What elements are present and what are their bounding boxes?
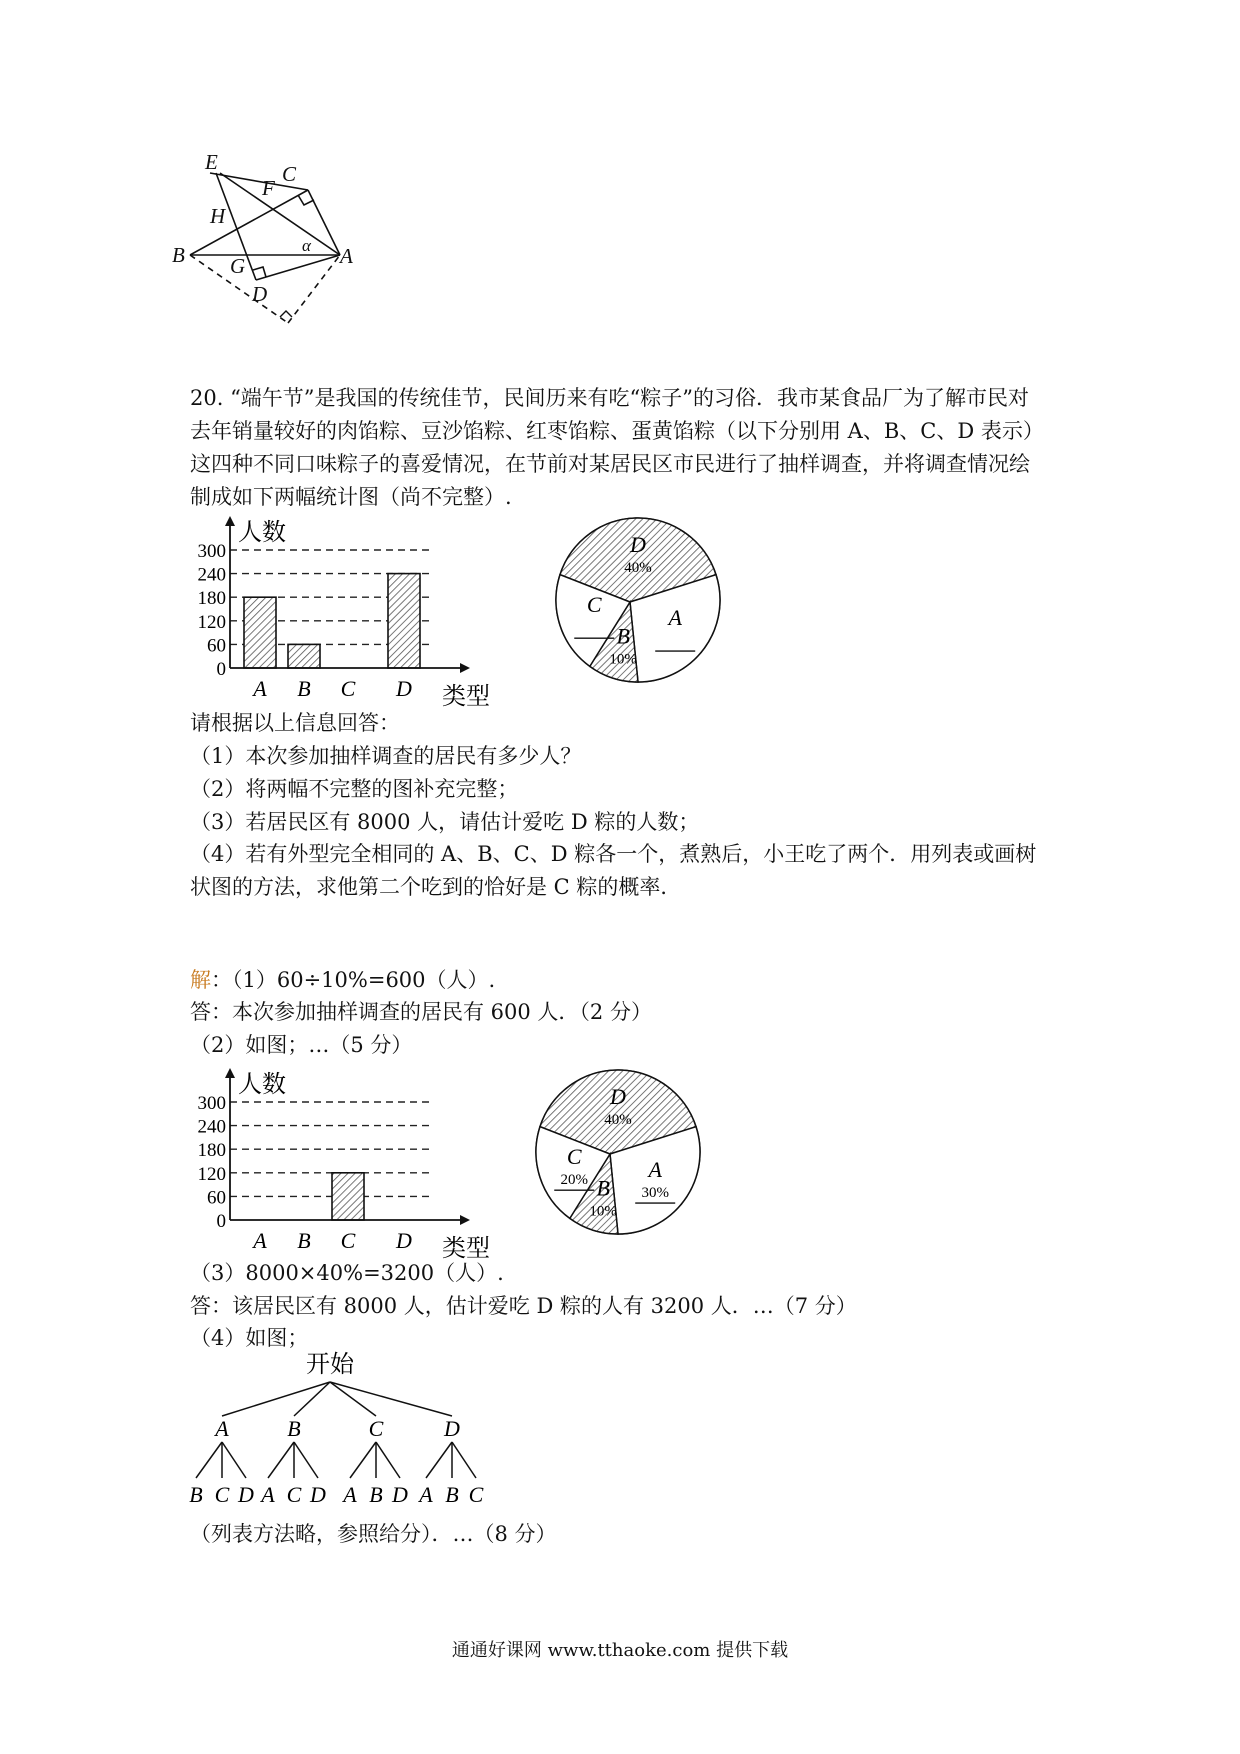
x-tick-label: A	[253, 676, 267, 701]
label-g: G	[230, 254, 246, 278]
pie-percent-D: 40%	[624, 560, 652, 576]
pie-label-B: B	[596, 1175, 610, 1201]
geometry-figure	[172, 150, 420, 375]
tree-node-level2: D	[392, 1482, 408, 1507]
problem-line: 制成如下两幅统计图（尚不完整）.	[190, 485, 512, 509]
tree-node-level2: D	[238, 1482, 254, 1507]
pie-label-B: B	[616, 623, 630, 649]
tree-root: 开始	[306, 1352, 354, 1378]
pie-percent-B: 10%	[609, 651, 637, 668]
x-tick-label: B	[297, 676, 311, 701]
y-tick-label: 0	[216, 659, 226, 680]
solution-label: 解	[190, 968, 211, 992]
pie-percent-B: 10%	[589, 1203, 617, 1220]
y-tick-label: 60	[207, 1187, 226, 1209]
segment-bc	[190, 190, 308, 255]
bar-C	[332, 1173, 364, 1220]
tree-branch	[350, 1442, 376, 1478]
pie-chart-original	[550, 512, 730, 692]
label-alpha: α	[302, 236, 311, 255]
question-line: （4）若有外型完全相同的 A、B、C、D 粽各一个，煮熟后，小王吃了两个．用列表或画树	[190, 842, 1037, 866]
tree-node-level2: C	[286, 1482, 302, 1507]
y-tick-label: 60	[207, 635, 226, 657]
solution-note: （列表方法略，参照给分）．…（8 分）	[190, 1522, 557, 1546]
x-axis-label: 类型	[442, 684, 490, 710]
label-f: F	[262, 176, 275, 200]
y-tick-label: 300	[197, 1093, 226, 1114]
pie-label-C: C	[566, 1144, 582, 1170]
y-tick-label: 300	[197, 541, 226, 562]
y-axis-arrow	[225, 1068, 235, 1078]
dashed-a	[288, 255, 340, 323]
y-tick-label: 240	[197, 1116, 226, 1138]
pie-percent-D: 40%	[604, 1112, 632, 1128]
label-h: H	[210, 204, 226, 228]
label-b: B	[172, 243, 185, 267]
tree-node-level2: C	[214, 1482, 230, 1507]
x-tick-label: C	[340, 676, 356, 701]
pie-label-C: C	[586, 592, 602, 618]
pie-label-D: D	[630, 532, 646, 557]
tree-branch	[222, 1382, 330, 1416]
solution-step-4: （4）如图；	[190, 1326, 309, 1350]
tree-node-level2: C	[468, 1482, 484, 1507]
bar-D	[388, 574, 420, 668]
tree-node-level1: C	[368, 1416, 384, 1441]
problem-line: 20. “端午节”是我国的传统佳节，民间历来有吃“粽子”的习俗．我市某食品厂为了解市民对	[190, 386, 1030, 410]
tree-node-level1: D	[444, 1416, 460, 1441]
y-tick-label: 120	[197, 611, 226, 633]
y-tick-label: 180	[197, 1140, 226, 1162]
solution-step-2: （2）如图；…（5 分）	[190, 1033, 413, 1057]
question-line: （1）本次参加抽样调查的居民有多少人？	[190, 744, 582, 768]
problem-line: 这四种不同口味粽子的喜爱情况，在节前对某居民区市民进行了抽样调查，并将调查情况绘	[190, 452, 1030, 476]
segment-da	[256, 255, 340, 280]
bar-chart-completed	[190, 1062, 510, 1262]
y-axis-arrow	[225, 516, 235, 526]
tree-branch	[294, 1442, 318, 1478]
solution-answer-3: 答：该居民区有 8000 人，估计爱吃 D 粽的人有 3200 人．…（7 分）	[190, 1294, 857, 1318]
x-axis-label: 类型	[442, 1236, 490, 1262]
tree-branch	[376, 1442, 400, 1478]
bar-A	[244, 597, 276, 668]
bar-chart-original	[190, 510, 520, 710]
solution-step-1-text: ：（1）60÷10%=600（人）.	[211, 968, 496, 992]
x-tick-label: C	[340, 1228, 356, 1253]
question-line: （2）将两幅不完整的图补充完整；	[190, 777, 519, 801]
tree-branch	[452, 1442, 476, 1478]
tree-branch	[426, 1442, 452, 1478]
tree-node-level2: B	[445, 1482, 459, 1507]
pie-percent-A: 30%	[641, 1185, 669, 1202]
x-tick-label: D	[396, 676, 412, 701]
tree-diagram	[180, 1350, 520, 1530]
tree-branch	[268, 1442, 294, 1478]
right-angle-dashed	[280, 311, 292, 317]
x-tick-label: B	[297, 1228, 311, 1253]
y-axis-label: 人数	[238, 1072, 286, 1098]
tree-node-level1: A	[215, 1416, 229, 1441]
y-tick-label: 240	[197, 564, 226, 586]
y-axis-label: 人数	[238, 520, 286, 546]
solution-step-3: （3）8000×40%=3200（人）.	[190, 1261, 504, 1285]
y-tick-label: 180	[197, 588, 226, 610]
tree-branch	[222, 1442, 246, 1478]
pie-label-D: D	[610, 1084, 626, 1109]
solution-step-1	[190, 964, 495, 997]
tree-node-level2: A	[261, 1482, 275, 1507]
x-tick-label: D	[396, 1228, 412, 1253]
label-c: C	[282, 162, 297, 186]
y-tick-label: 0	[216, 1211, 226, 1232]
tree-node-level2: B	[189, 1482, 203, 1507]
pie-chart-completed	[530, 1064, 710, 1244]
pie-label-A: A	[648, 1157, 662, 1183]
page-footer: 通通好课网 www.tthaoke.com 提供下载	[451, 1640, 789, 1661]
x-tick-label: A	[253, 1228, 267, 1253]
tree-node-level2: D	[310, 1482, 326, 1507]
question-line: 状图的方法，求他第二个吃到的恰好是 C 粽的概率．	[190, 875, 682, 899]
pie-label-A: A	[668, 605, 682, 631]
tree-node-level2: A	[419, 1482, 433, 1507]
label-d: D	[252, 282, 268, 306]
y-tick-label: 120	[197, 1163, 226, 1185]
question-line: （3）若居民区有 8000 人，请估计爱吃 D 粽的人数；	[190, 810, 700, 834]
tree-node-level2: A	[343, 1482, 357, 1507]
label-a: A	[340, 244, 353, 268]
solution-answer-1: 答：本次参加抽样调查的居民有 600 人．（2 分）	[190, 1000, 652, 1024]
pie-percent-C: 20%	[560, 1172, 589, 1189]
bar-B	[288, 644, 320, 668]
tree-branch	[330, 1382, 452, 1416]
x-axis-arrow	[460, 1215, 470, 1225]
problem-line: 去年销量较好的肉馅粽、豆沙馅粽、红枣馅粽、蛋黄馅粽（以下分别用 A、B、C、D 表示）	[190, 419, 1044, 443]
question-line: 请根据以上信息回答：	[190, 711, 400, 735]
tree-node-level1: B	[287, 1416, 301, 1441]
tree-branch	[330, 1382, 376, 1416]
label-e: E	[205, 150, 218, 174]
x-axis-arrow	[460, 663, 470, 673]
tree-node-level2: B	[369, 1482, 383, 1507]
tree-branch	[196, 1442, 222, 1478]
